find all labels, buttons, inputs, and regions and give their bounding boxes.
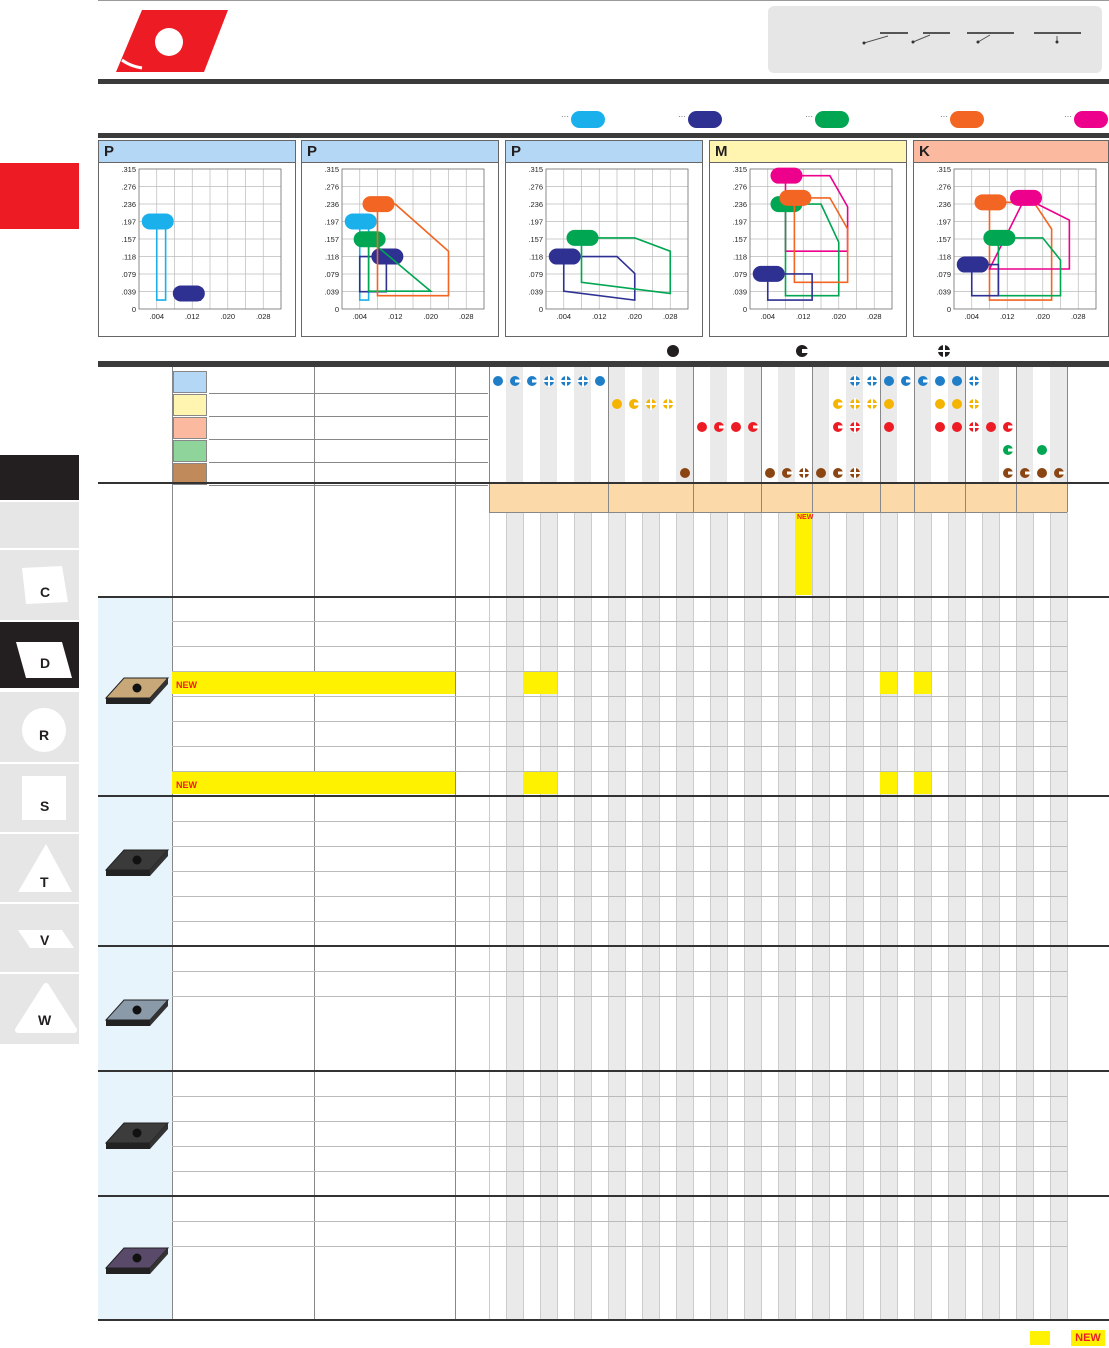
dot-cross xyxy=(973,421,975,433)
grade-column-line xyxy=(625,512,626,1319)
y-tick-label: .157 xyxy=(121,235,136,244)
x-tick-label: .028 xyxy=(255,312,271,321)
dot-notch xyxy=(634,403,640,406)
row-line xyxy=(172,1246,1067,1247)
chipbreaker-marker xyxy=(567,230,599,246)
x-tick-label: .012 xyxy=(795,312,811,321)
chart-panel-2 xyxy=(301,140,499,337)
tool-icons xyxy=(768,6,1102,73)
header-rule xyxy=(98,482,1109,484)
row-line xyxy=(172,846,1067,847)
application-dot xyxy=(867,376,877,386)
legend-dots-5: ··· xyxy=(1064,112,1072,121)
y-tick-label: .276 xyxy=(324,182,339,192)
application-dot xyxy=(969,399,979,409)
chipbreaker-marker xyxy=(549,249,581,265)
y-tick-label: 0 xyxy=(742,305,747,314)
grade-column-line xyxy=(914,512,915,1319)
chart-plot-4 xyxy=(710,163,906,335)
dot-cross xyxy=(871,375,873,387)
dot-cross xyxy=(798,472,810,474)
insert-photo xyxy=(104,992,170,1036)
x-tick-label: .012 xyxy=(387,312,403,321)
legend-pill-light-blue xyxy=(571,111,605,128)
group-rule xyxy=(98,1070,1109,1072)
chipbreaker-marker xyxy=(771,168,803,184)
grade-column-line xyxy=(999,512,1000,1319)
grade-column-line xyxy=(574,512,575,1319)
sidetab-d[interactable] xyxy=(0,622,79,688)
material-row xyxy=(173,416,488,439)
grade-column-line xyxy=(608,512,609,1319)
insert-photo xyxy=(104,1115,170,1159)
dot-cross xyxy=(866,403,878,405)
y-tick-label: .276 xyxy=(528,182,543,192)
y-tick-label: 0 xyxy=(334,305,339,314)
chart-plot-5 xyxy=(914,163,1108,335)
application-dot xyxy=(867,399,877,409)
application-dot xyxy=(663,399,673,409)
dot-cross xyxy=(560,380,572,382)
grade-column-line xyxy=(863,512,864,1319)
new-badge: NEW xyxy=(176,680,197,690)
row-line xyxy=(172,896,1067,897)
panel-letter: P xyxy=(302,141,498,163)
grade-column-line xyxy=(982,512,983,1319)
application-dot xyxy=(833,468,843,478)
application-dot xyxy=(833,399,843,409)
column-divider xyxy=(455,367,456,1319)
y-tick-label: .118 xyxy=(528,252,543,262)
sidetab-d-label: D xyxy=(40,655,51,671)
grade-column-line xyxy=(506,512,507,1319)
grade-column-line xyxy=(846,512,847,1319)
y-tick-label: .079 xyxy=(936,270,951,279)
section-black-tab xyxy=(0,455,79,500)
y-tick-label: .079 xyxy=(121,270,136,279)
light-interrupted-cut-icon xyxy=(795,344,809,358)
legend-pill-navy xyxy=(688,111,722,128)
dot-notch xyxy=(1008,472,1014,475)
y-tick-label: .039 xyxy=(936,287,951,297)
row-line xyxy=(172,1221,1067,1222)
application-dot xyxy=(1037,468,1047,478)
grade-column-line xyxy=(489,512,490,1319)
chipbreaker-marker xyxy=(779,190,811,206)
dot-cross xyxy=(968,426,980,428)
chart-panel-4 xyxy=(709,140,907,337)
row-line xyxy=(172,971,1067,972)
chart-plot-3 xyxy=(506,163,702,335)
top-rule xyxy=(98,0,1109,1)
y-tick-label: .118 xyxy=(732,252,747,262)
row-line xyxy=(172,746,1067,747)
row-line xyxy=(172,1146,1067,1147)
application-dot xyxy=(1037,445,1047,455)
chart-plot-2 xyxy=(302,163,498,335)
grade-group-header xyxy=(489,484,1067,512)
sidetab-r[interactable] xyxy=(0,692,79,762)
sidetab-t-label: T xyxy=(40,874,49,890)
y-tick-label: .157 xyxy=(324,235,339,244)
sidetab-blank xyxy=(0,502,79,548)
x-tick-label: .012 xyxy=(999,312,1015,321)
sidetab-w[interactable] xyxy=(0,974,79,1044)
y-tick-label: .236 xyxy=(528,200,543,209)
y-tick-label: .236 xyxy=(936,200,951,209)
material-swatch xyxy=(173,394,207,416)
grade-column-line xyxy=(744,512,745,1319)
panel-letter: M xyxy=(710,141,906,163)
material-swatch xyxy=(173,440,207,462)
chipbreaker-marker xyxy=(957,257,989,273)
grade-column-line xyxy=(659,512,660,1319)
material-row xyxy=(173,393,488,416)
grade-column-line xyxy=(676,512,677,1319)
legend-dots-4: ··· xyxy=(940,112,948,121)
panel-letter: P xyxy=(506,141,702,163)
grade-column-line xyxy=(1016,512,1017,1319)
new-grade-highlight xyxy=(914,672,931,694)
y-tick-label: .197 xyxy=(732,217,747,227)
chipbreaker-range-area xyxy=(157,221,166,300)
application-dot xyxy=(1003,445,1013,455)
dot-notch xyxy=(1008,426,1014,429)
application-dot xyxy=(561,376,571,386)
new-badge: NEW xyxy=(797,514,814,521)
dot-notch xyxy=(906,380,912,383)
legend-pill-green xyxy=(815,111,849,128)
dot-cross xyxy=(662,403,674,405)
application-dot xyxy=(1003,468,1013,478)
grade-column-line xyxy=(710,512,711,1319)
sidetab-s[interactable] xyxy=(0,764,79,832)
dot-cross xyxy=(968,380,980,382)
y-tick-label: .157 xyxy=(732,235,747,244)
new-row-highlight xyxy=(172,772,455,794)
dot-notch xyxy=(1008,449,1014,452)
x-tick-label: .004 xyxy=(149,312,165,321)
grade-column-line xyxy=(1067,512,1068,1319)
grade-column-line xyxy=(778,512,779,1319)
y-tick-label: .197 xyxy=(528,217,543,227)
x-tick-label: .020 xyxy=(831,312,847,321)
new-grade-highlight xyxy=(880,772,897,794)
x-tick-label: .020 xyxy=(423,312,439,321)
chart-panel-5 xyxy=(913,140,1109,337)
y-tick-label: .039 xyxy=(324,287,339,297)
dot-notch xyxy=(532,380,538,383)
grade-column-line xyxy=(1033,512,1034,1319)
x-tick-label: .004 xyxy=(760,312,776,321)
grade-column-line xyxy=(591,512,592,1319)
new-grade-column-highlight xyxy=(795,513,812,595)
dot-notch xyxy=(838,426,844,429)
new-grade-highlight xyxy=(523,672,557,694)
y-tick-label: .157 xyxy=(528,235,543,244)
application-dot xyxy=(799,468,809,478)
grade-column-line xyxy=(948,512,949,1319)
row-line xyxy=(172,996,1067,997)
y-tick-label: .276 xyxy=(936,182,951,192)
y-tick-label: .118 xyxy=(936,252,951,262)
heavy-interrupted-cut-icon xyxy=(937,344,951,358)
row-line xyxy=(172,696,1067,697)
y-tick-label: .157 xyxy=(936,235,951,244)
application-dot xyxy=(935,422,945,432)
x-tick-label: .028 xyxy=(458,312,474,321)
sidetab-s-label: S xyxy=(40,798,50,814)
legend-pill-magenta xyxy=(1074,111,1108,128)
y-tick-label: .315 xyxy=(732,165,747,174)
grade-column-line xyxy=(897,512,898,1319)
sidetab-v[interactable] xyxy=(0,904,79,972)
footer-new-badge: NEW xyxy=(1071,1330,1105,1346)
grade-column-line xyxy=(795,512,796,1319)
x-tick-label: .004 xyxy=(964,312,980,321)
group-rule xyxy=(98,945,1109,947)
dot-cross xyxy=(866,380,878,382)
dot-notch xyxy=(838,472,844,475)
grade-column-line xyxy=(1050,512,1051,1319)
application-dot xyxy=(595,376,605,386)
y-tick-label: .315 xyxy=(121,165,136,174)
insert-shape-logo xyxy=(112,8,230,74)
row-line xyxy=(172,621,1067,622)
insert-photo xyxy=(104,670,170,714)
y-tick-label: .079 xyxy=(324,270,339,279)
grade-column-line xyxy=(557,512,558,1319)
y-tick-label: .236 xyxy=(732,200,747,209)
dot-notch xyxy=(838,403,844,406)
application-dot xyxy=(833,422,843,432)
grade-column-line xyxy=(642,512,643,1319)
header-info-box xyxy=(768,6,1102,73)
y-tick-label: .039 xyxy=(732,287,747,297)
chipbreaker-marker xyxy=(354,231,386,247)
sidetab-c[interactable] xyxy=(0,550,79,620)
chipbreaker-marker xyxy=(1010,190,1042,206)
new-grade-highlight xyxy=(523,772,557,794)
x-tick-label: .020 xyxy=(220,312,236,321)
application-dot xyxy=(731,422,741,432)
y-tick-label: .118 xyxy=(121,252,136,262)
material-row-line xyxy=(209,439,488,463)
application-dot xyxy=(765,468,775,478)
y-tick-label: .197 xyxy=(324,217,339,227)
y-tick-label: .236 xyxy=(324,200,339,209)
application-dot xyxy=(629,399,639,409)
dot-cross xyxy=(871,398,873,410)
body-top-rule xyxy=(98,596,1109,598)
column-divider xyxy=(314,367,315,1319)
y-tick-label: .276 xyxy=(732,182,747,192)
application-dot xyxy=(697,422,707,432)
chipbreaker-marker xyxy=(173,285,205,301)
application-dot xyxy=(969,422,979,432)
dot-cross xyxy=(667,398,669,410)
x-tick-label: .028 xyxy=(866,312,882,321)
chipbreaker-marker xyxy=(983,230,1015,246)
application-dot xyxy=(493,376,503,386)
column-divider xyxy=(172,367,173,1319)
grade-column-line xyxy=(829,512,830,1319)
application-dot xyxy=(969,376,979,386)
footer-yellow-swatch xyxy=(1030,1331,1050,1345)
material-swatch xyxy=(173,371,207,393)
chart-plot-1 xyxy=(99,163,295,335)
y-tick-label: .079 xyxy=(732,270,747,279)
material-row-line xyxy=(209,370,488,394)
y-tick-label: .315 xyxy=(324,165,339,174)
material-row-line xyxy=(209,393,488,417)
footer-rule xyxy=(98,1319,1109,1321)
grade-column-line xyxy=(761,512,762,1319)
grade-column-line xyxy=(965,512,966,1319)
chipbreaker-marker xyxy=(753,266,785,282)
new-badge: NEW xyxy=(176,780,197,790)
dot-cross xyxy=(968,403,980,405)
dot-cross xyxy=(565,375,567,387)
panel-letter: P xyxy=(99,141,295,163)
x-tick-label: .004 xyxy=(352,312,368,321)
grade-header-rule xyxy=(489,512,1067,513)
y-tick-label: .276 xyxy=(121,182,136,192)
application-dot xyxy=(527,376,537,386)
y-tick-label: .197 xyxy=(936,217,951,227)
chart-panel-1 xyxy=(98,140,296,337)
x-tick-label: .028 xyxy=(662,312,678,321)
sidetab-t[interactable] xyxy=(0,834,79,902)
dot-cross xyxy=(973,398,975,410)
application-dot xyxy=(935,399,945,409)
x-tick-label: .020 xyxy=(627,312,643,321)
grade-column-line xyxy=(812,512,813,1319)
row-line xyxy=(172,646,1067,647)
row-line xyxy=(172,1171,1067,1172)
row-line xyxy=(172,821,1067,822)
x-tick-label: .004 xyxy=(556,312,572,321)
new-row-highlight xyxy=(172,672,455,694)
material-row-line xyxy=(209,416,488,440)
dot-cross xyxy=(973,375,975,387)
grade-column-line xyxy=(931,512,932,1319)
grade-column-line xyxy=(693,512,694,1319)
section-rule xyxy=(98,133,1109,138)
material-swatch xyxy=(173,417,207,439)
grade-column-line xyxy=(540,512,541,1319)
y-tick-label: .236 xyxy=(121,200,136,209)
section-red-tab xyxy=(0,163,79,229)
sidetab-r-label: R xyxy=(39,727,50,743)
x-tick-label: .028 xyxy=(1070,312,1086,321)
row-line xyxy=(172,721,1067,722)
group-rule xyxy=(98,795,1109,797)
dot-cross xyxy=(803,467,805,479)
y-tick-label: 0 xyxy=(131,305,136,314)
y-tick-label: .079 xyxy=(528,270,543,279)
application-dot xyxy=(901,376,911,386)
y-tick-label: .118 xyxy=(324,252,339,262)
sidetab-v-label: V xyxy=(40,932,50,948)
insert-photo xyxy=(104,842,170,886)
legend-dots-2: ··· xyxy=(678,112,686,121)
continuous-cut-icon xyxy=(666,344,680,358)
y-tick-label: .315 xyxy=(528,165,543,174)
row-line xyxy=(172,1096,1067,1097)
insert-photo xyxy=(104,1240,170,1284)
row-line xyxy=(172,871,1067,872)
application-dot xyxy=(935,376,945,386)
legend-dots-3: ··· xyxy=(805,112,813,121)
material-row xyxy=(173,370,488,393)
legend-dots-1: ··· xyxy=(561,112,569,121)
new-grade-highlight xyxy=(880,672,897,694)
sidetab-c-label: C xyxy=(40,584,51,600)
y-tick-label: 0 xyxy=(538,305,543,314)
new-grade-highlight xyxy=(914,772,931,794)
legend-pill-orange xyxy=(950,111,984,128)
x-tick-label: .020 xyxy=(1035,312,1051,321)
y-tick-label: .039 xyxy=(528,287,543,297)
x-tick-label: .012 xyxy=(184,312,200,321)
grade-column-line xyxy=(523,512,524,1319)
group-rule xyxy=(98,1195,1109,1197)
grade-column-line xyxy=(880,512,881,1319)
chipbreaker-marker xyxy=(975,194,1007,210)
sidetab-w-label: W xyxy=(38,1012,52,1028)
application-dot xyxy=(1003,422,1013,432)
chipbreaker-marker xyxy=(345,213,377,229)
material-row xyxy=(173,439,488,462)
chart-panel-3 xyxy=(505,140,703,337)
panel-letter: K xyxy=(914,141,1108,163)
y-tick-label: .315 xyxy=(936,165,951,174)
y-tick-label: 0 xyxy=(946,305,951,314)
row-line xyxy=(172,1121,1067,1122)
chipbreaker-marker xyxy=(363,196,395,212)
y-tick-label: .039 xyxy=(121,287,136,297)
chipbreaker-marker xyxy=(371,249,403,265)
x-tick-label: .012 xyxy=(591,312,607,321)
y-tick-label: .197 xyxy=(121,217,136,227)
grade-column-line xyxy=(727,512,728,1319)
header-rule xyxy=(98,79,1109,84)
row-line xyxy=(172,921,1067,922)
chipbreaker-marker xyxy=(142,213,174,229)
